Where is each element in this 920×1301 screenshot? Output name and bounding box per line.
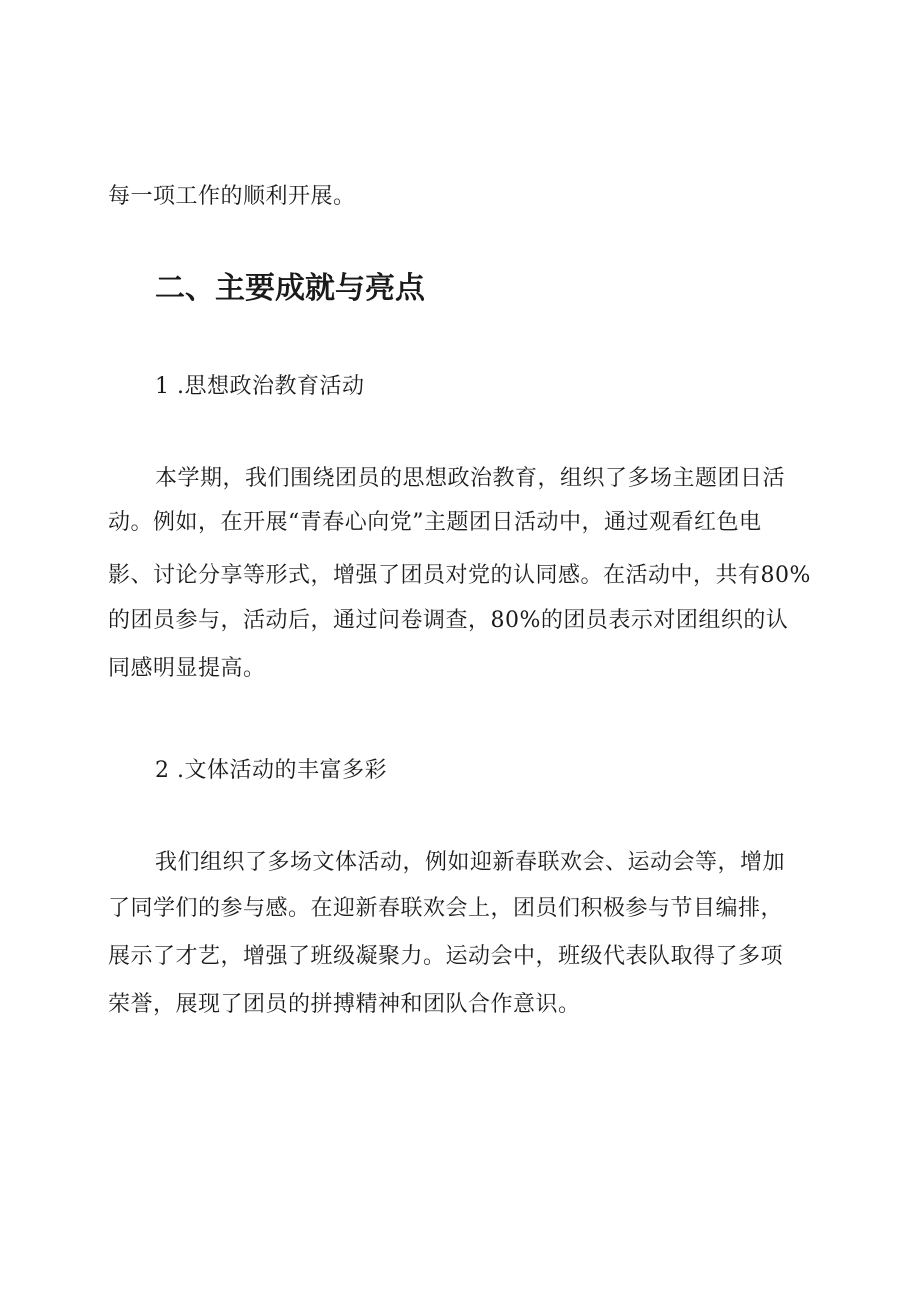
subsection-2-title: 2 .文体活动的丰富多彩 (155, 758, 387, 783)
paragraph-line: 了同学们的参与感。在迎新春联欢会上，团员们积极参与节目编排， (108, 896, 784, 921)
paragraph-line: 影、讨论分享等形式，增强了团员对党的认同感。在活动中，共有80% (108, 563, 811, 588)
paragraph-line: 荣誉，展现了团员的拼搏精神和团队合作意识。 (108, 992, 581, 1017)
continuation-text: 每一项工作的顺利开展。 (108, 184, 356, 209)
paragraph-line: 展示了才艺，增强了班级凝聚力。运动会中，班级代表队取得了多项 (108, 944, 784, 969)
paragraph-line: 本学期，我们围绕团员的思想政治教育，组织了多场主题团日活 (155, 466, 786, 491)
paragraph-line: 动。例如，在开展“青春心向党”主题团日活动中，通过观看红色电 (108, 510, 762, 535)
paragraph-line: 我们组织了多场文体活动，例如迎新春联欢会、运动会等，增加 (155, 850, 786, 875)
section-heading: 二、主要成就与亮点 (155, 271, 425, 306)
paragraph-line: 的团员参与，活动后，通过问卷调查，80%的团员表示对团组织的认 (108, 608, 789, 633)
subsection-1-title: 1 .思想政治教育活动 (155, 374, 365, 399)
paragraph-line: 同感明显提高。 (108, 656, 266, 681)
